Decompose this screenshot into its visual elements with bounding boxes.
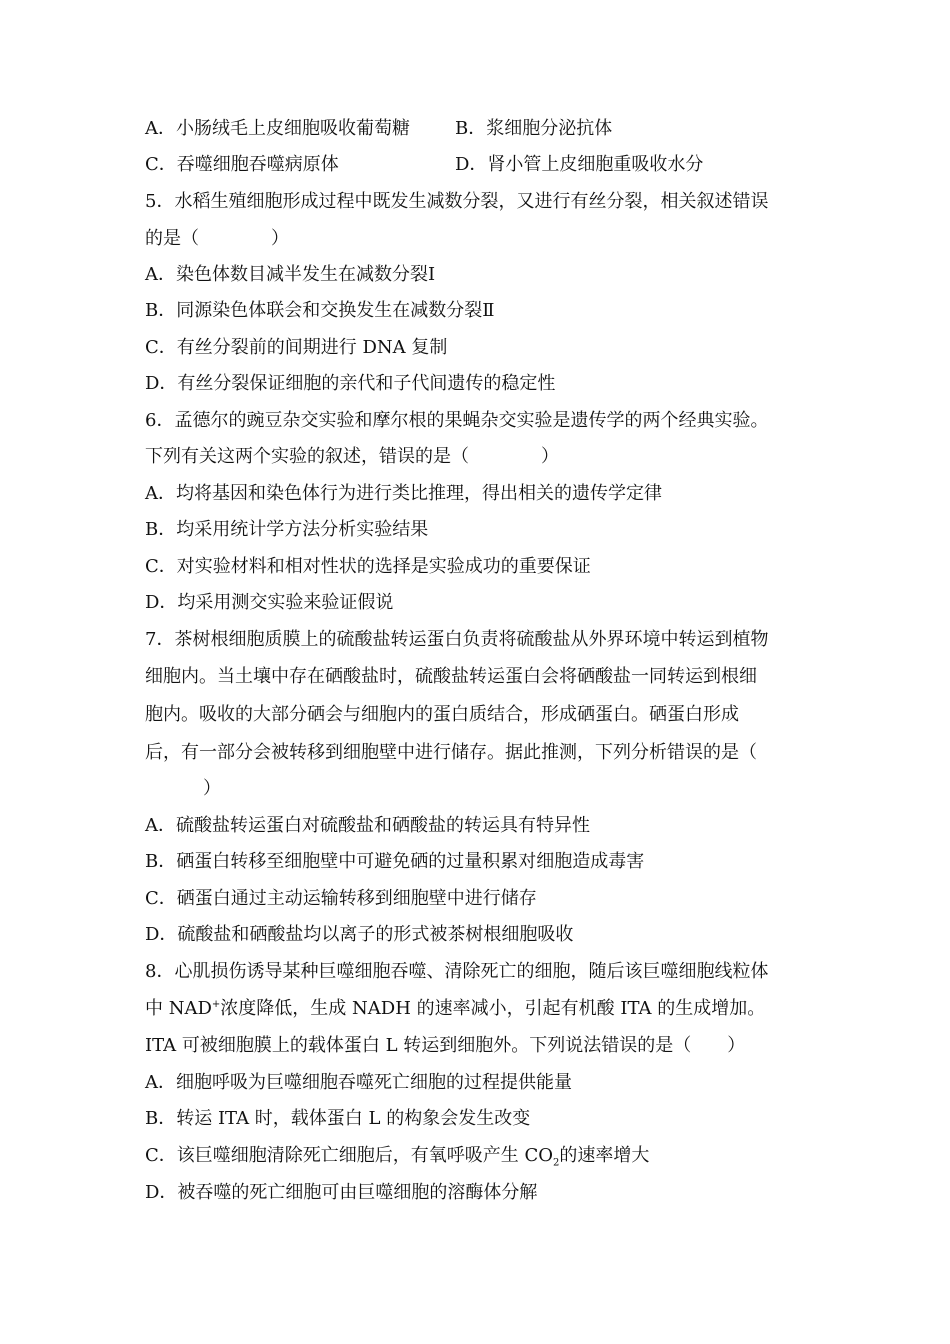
q8-subscript-2: 2 (553, 1157, 560, 1169)
q4-option-row-1 (145, 116, 613, 142)
q7-stem-line-4: 后，有一部分会被转移到细胞壁中进行储存。据此推测，下列分析错误的是（ (145, 742, 757, 763)
q5-stem-line-1: 5．水稻生殖细胞形成过程中既发生减数分裂，又进行有丝分裂，相关叙述错误 (145, 191, 769, 212)
q8-stem-line-2 (145, 996, 765, 1022)
q6-option-d: D．均采用测交实验来验证假说 (145, 592, 394, 613)
q8-stem-line-2-part-2: 浓度降低，生成 NADH 的速率减小，引起有机酸 ITA 的生成增加。 (220, 998, 766, 1019)
q8-option-c (145, 1143, 649, 1169)
q5-option-a: A．染色体数目减半发生在减数分裂Ⅰ (145, 264, 436, 285)
q4-option-a: A．小肠绒毛上皮细胞吸收葡萄糖 (145, 118, 410, 139)
q6-stem-line-1: 6．孟德尔的豌豆杂交实验和摩尔根的果蝇杂交实验是遗传学的两个经典实验。 (145, 410, 769, 431)
q7-stem-line-3: 胞内。吸收的大部分硒会与细胞内的蛋白质结合，形成硒蛋白。硒蛋白形成 (145, 704, 739, 725)
q4-option-row-2 (145, 152, 704, 178)
q4-option-c: C．吞噬细胞吞噬病原体 (145, 154, 339, 175)
q6-option-a: A．均将基因和染色体行为进行类比推理，得出相关的遗传学定律 (145, 483, 662, 504)
q8-stem-line-2-part-1: 中 NAD (145, 998, 212, 1019)
q8-option-d: D．被吞噬的死亡细胞可由巨噬细胞的溶酶体分解 (145, 1182, 538, 1203)
q7-option-a: A．硫酸盐转运蛋白对硫酸盐和硒酸盐的转运具有特异性 (145, 815, 590, 836)
q8-option-c-part-2: 的速率增大 (559, 1145, 650, 1166)
q5-option-c: C．有丝分裂前的间期进行 DNA 复制 (145, 337, 448, 358)
q5-stem-line-2: 的是（ ） (145, 228, 289, 249)
q8-option-b: B．转运 ITA 时，载体蛋白 L 的构象会发生改变 (145, 1108, 531, 1129)
q8-stem-line-1: 8．心肌损伤诱导某种巨噬细胞吞噬、清除死亡的细胞，随后该巨噬细胞线粒体 (145, 961, 769, 982)
q4-option-b: B．浆细胞分泌抗体 (455, 118, 613, 139)
q6-stem-line-2: 下列有关这两个实验的叙述，错误的是（ ） (145, 446, 559, 467)
q5-option-d: D．有丝分裂保证细胞的亲代和子代间遗传的稳定性 (145, 373, 556, 394)
q7-option-c: C．硒蛋白通过主动运输转移到细胞壁中进行储存 (145, 888, 537, 909)
q8-stem-line-3: ITA 可被细胞膜上的载体蛋白 L 转运到细胞外。下列说法错误的是（ ） (145, 1035, 746, 1056)
q4-option-d: D．肾小管上皮细胞重吸收水分 (455, 154, 704, 175)
q5-option-b: B．同源染色体联会和交换发生在减数分裂Ⅱ (145, 300, 495, 321)
q7-option-b: B．硒蛋白转移至细胞壁中可避免硒的过量积累对细胞造成毒害 (145, 851, 645, 872)
q7-stem-line-2: 细胞内。当土壤中存在硒酸盐时，硫酸盐转运蛋白会将硒酸盐一同转运到根细 (145, 666, 757, 687)
q7-stem-line-1: 7．茶树根细胞质膜上的硫酸盐转运蛋白负责将硫酸盐从外界环境中转运到植物 (145, 629, 769, 650)
q8-superscript-plus: + (211, 999, 221, 1010)
q8-option-a: A．细胞呼吸为巨噬细胞吞噬死亡细胞的过程提供能量 (145, 1072, 572, 1093)
q8-option-c-part-1: C．该巨噬细胞清除死亡细胞后，有氧呼吸产生 CO (145, 1145, 554, 1166)
q7-option-d: D．硫酸盐和硒酸盐均以离子的形式被茶树根细胞吸收 (145, 924, 574, 945)
q7-stem-line-5: ） (203, 778, 221, 799)
q6-option-b: B．均采用统计学方法分析实验结果 (145, 519, 429, 540)
q6-option-c: C．对实验材料和相对性状的选择是实验成功的重要保证 (145, 556, 591, 577)
